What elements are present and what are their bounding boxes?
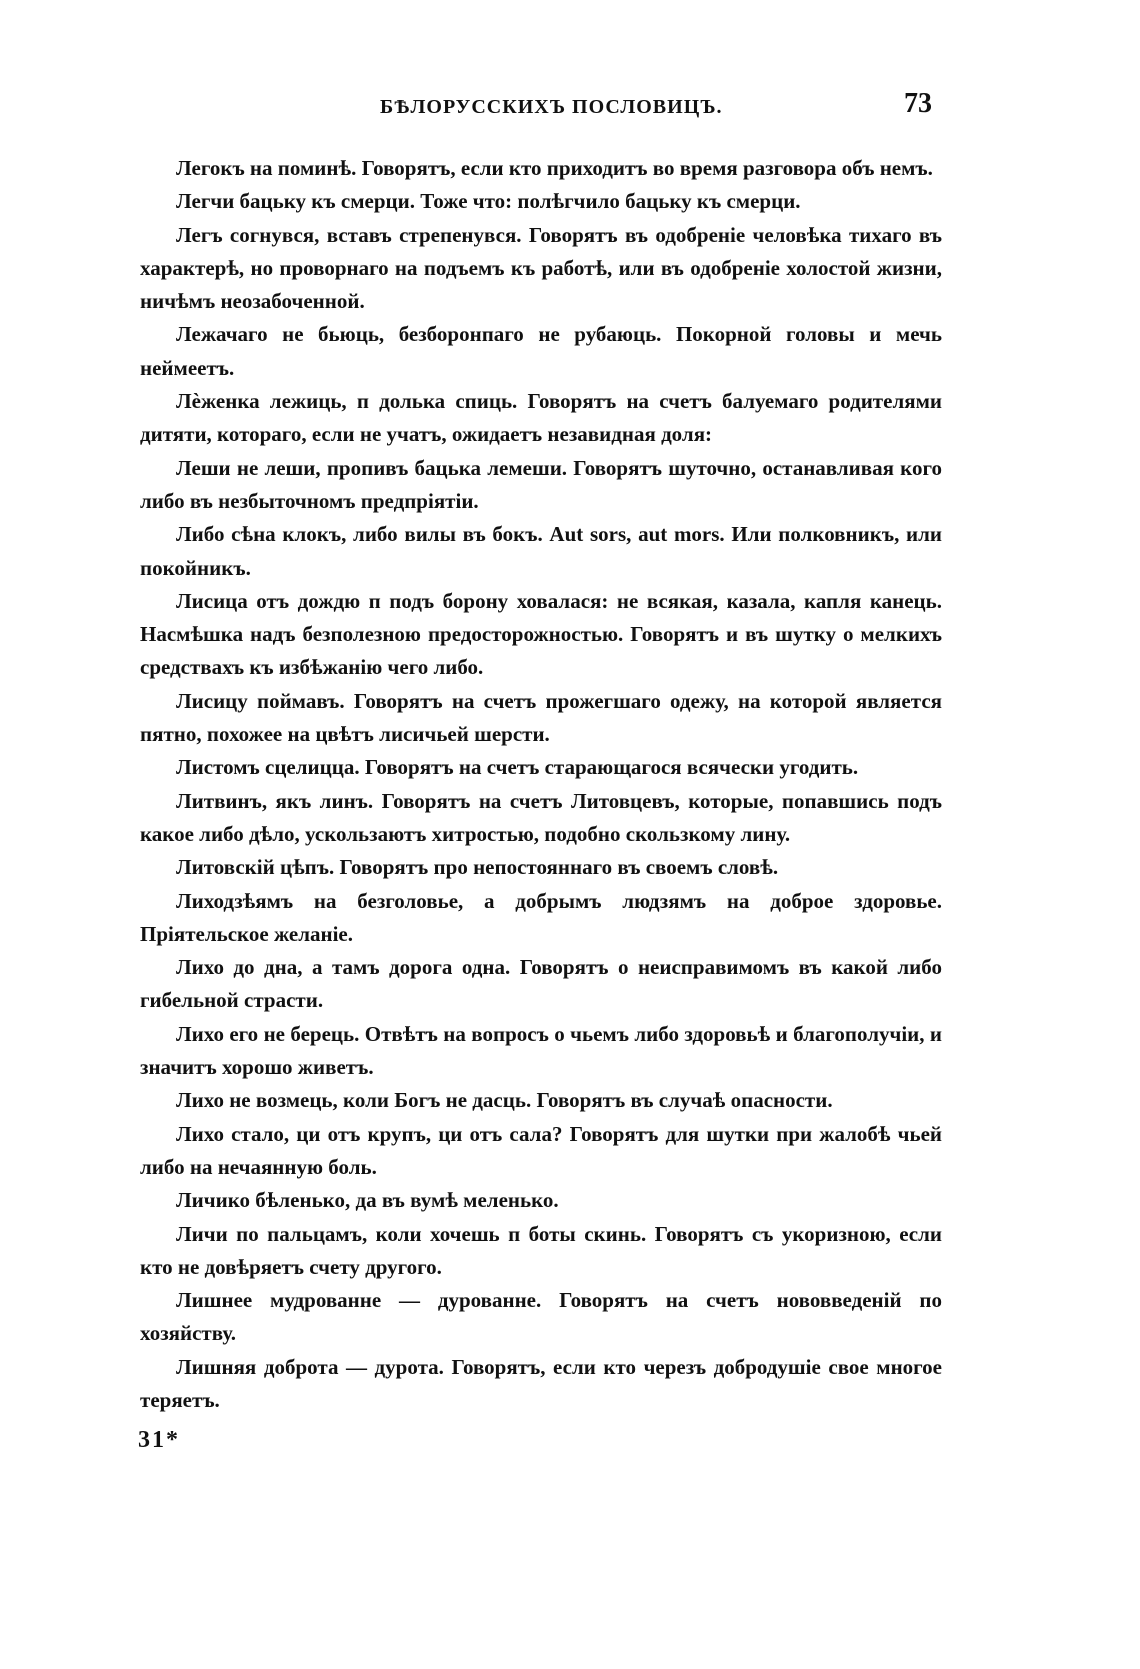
proverb-entry: Литовскій цѣпъ. Говорятъ про непостояннаго въ своемъ словѣ. — [176, 855, 779, 880]
proverb-entry: Легъ согнувся, вставъ стрепенувся. Говорятъ въ одобреніе человѣка тихаго въ характерѣ, но проворнаго на подъемъ къ работѣ, или въ одобреніе холостой жизни, ничѣмъ неозабоченной. — [140, 222, 942, 314]
proverb-entry: Либо сѣна клокъ, либо вилы въ бокъ. Aut sors, aut mors. Или полковникъ, или покойникъ. — [140, 522, 942, 580]
proverb-entry: Лихо не возмець, коли Богъ не дасць. Говорятъ въ случаѣ опасности. — [176, 1088, 833, 1113]
proverb-entry: Лишнее мудрованне — дурованне. Говорятъ на счетъ нововведеній по хозяйству. — [140, 1288, 942, 1346]
proverb-entry: Личи по пальцамъ, коли хочешь п боты скинь. Говорятъ съ укоризною, если кто не довѣряетъ счету другого. — [140, 1221, 942, 1279]
proverb-entry: Лисицу поймавъ. Говорятъ на счетъ прожегшаго одежу, на которой является пятно, похожее на цвѣтъ лисичьей шерсти. — [140, 688, 942, 747]
proverb-entry: Лисица отъ дождю п подъ борону ховалася: не всякая, казала, капля канець. Насмѣшка надъ безполезною предосторожностью. Говорятъ и въ шутку о мелкихъ средствахъ къ избѣжанію чего либо. — [140, 588, 942, 680]
proverb-entry: Легчи бацьку къ смерци. Тоже что: полѣгчило бацьку къ смерци. — [176, 189, 801, 214]
running-title: БѢЛОРУССКИХЪ ПОСЛОВИЦЪ. — [380, 96, 723, 118]
proverb-entry: Легокъ на поминѣ. Говорятъ, если кто приходитъ во время разговора объ немъ. — [176, 156, 933, 180]
proverb-entry: Леши не леши, пропивъ бацька лемеши. Говорятъ шуточно, останавливая кого либо въ незбыточномъ предпріятіи. — [140, 455, 942, 513]
proverb-entry: Лихо стало, ци отъ крупъ, ци отъ сала? Говорятъ для шутки при жалобѣ чьей либо на нечаянную боль. — [140, 1121, 942, 1179]
proverb-entry: Литвинъ, якъ линъ. Говорятъ на счетъ Литовцевъ, которые, попавшись подъ какое либо дѣло, ускользаютъ хитростью, подобно скользкому лину. — [140, 788, 942, 846]
signature-mark: 31* — [138, 1427, 180, 1453]
proverb-entry: Лежачаго не бьюць, безборонпаго не рубаюць. Покорной головы и мечь неймеетъ. — [140, 322, 942, 380]
proverb-entry: Лѐженка лежиць, п долька спиць. Говорятъ на счетъ балуемаго родителями дитяти, котораго, если не учатъ, ожидаетъ незавидная доля: — [140, 389, 942, 447]
proverb-entry: Листомъ сцелицца. Говорятъ на счетъ старающагося всячески угодить. — [176, 755, 859, 780]
page-number: 73 — [904, 88, 932, 119]
proverb-entry: Лиходзѣямъ на безголовье, а добрымъ людзямъ на доброе здоровье. Пріятельское желаніе. — [140, 888, 942, 946]
proverb-entry: Лихо его не берець. Отвѣтъ на вопросъ о чьемъ либо здоровьѣ и благополучіи, и значитъ хорошо живетъ. — [140, 1021, 942, 1080]
proverbs-body — [140, 152, 942, 1417]
proverb-entry: Личико бѣленько, да въ вумѣ меленько. — [176, 1188, 559, 1213]
page-header — [140, 88, 940, 128]
proverb-entry: Лихо до дна, а тамъ дорога одна. Говорятъ о неисправимомъ въ какой либо гибельной страсти. — [140, 955, 942, 1013]
proverb-entry: Лишняя доброта — дурота. Говорятъ, если кто черезъ добродушіе свое многое теряетъ. — [140, 1354, 942, 1412]
